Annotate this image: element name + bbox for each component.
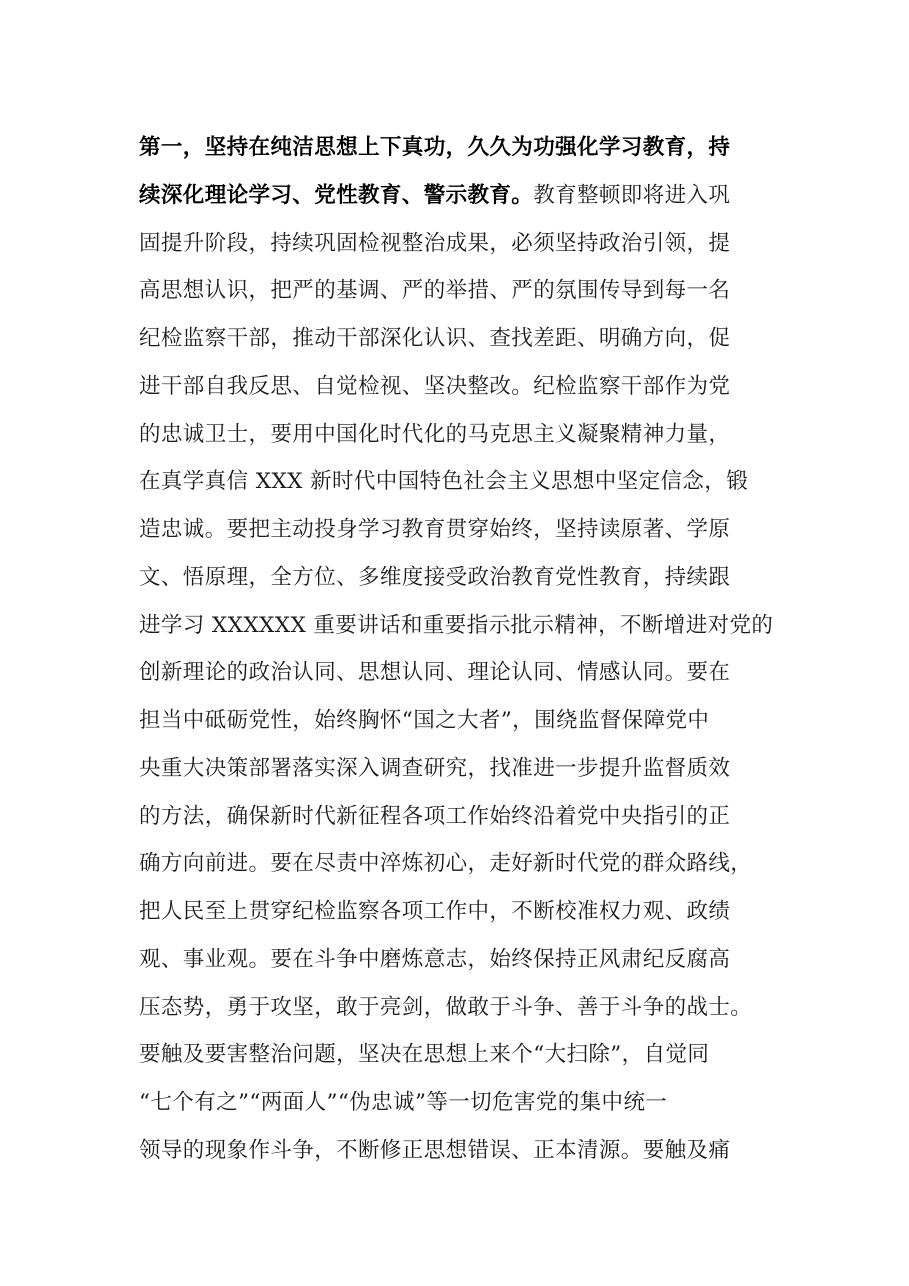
paragraph-line: 的方法，确保新时代新征程各项工作始终沿着党中央指引的正 [139,803,731,829]
paragraph-line: 要触及要害整治问题，坚决在思想上来个“大扫除”，自觉同 [139,1042,710,1068]
paragraph-line: 观、事业观。要在斗争中磨炼意志，始终保持正风肃纪反腐高 [139,946,731,972]
paragraph-line: 文、悟原理，全方位、多维度接受政治教育党性教育，持续跟 [139,564,731,590]
paragraph-line: 固提升阶段，持续巩固检视整治成果，必须坚持政治引领，提 [139,230,731,256]
paragraph-line: 把人民至上贯穿纪检监察各项工作中，不断校准权力观、政绩 [139,899,731,924]
document-body [139,124,779,1175]
paragraph-line: 压态势，勇于攻坚，敢于亮剑，做敢于斗争、善于斗争的战士。 [139,994,753,1020]
heading-line-2-bold: 续深化理论学习、党性教育、警示教育。 [139,182,534,208]
paragraph-line: 纪检监察干部，推动干部深化认识、查找差距、明确方向，促 [139,326,731,351]
paragraph-line: 创新理论的政治认同、思想认同、理论认同、情感认同。要在 [139,660,731,686]
paragraph-line: 进干部自我反思、自觉检视、坚决整改。纪检监察干部作为党 [139,373,731,399]
paragraph-line: 央重大决策部署落实深入调查研究，找准进一步提升监督质效 [139,755,731,781]
paragraph-line: 确方向前进。要在尽责中淬炼初心，走好新时代党的群众路线， [139,851,753,877]
paragraph-line: 在真学真信 XXX 新时代中国特色社会主义思想中坚定信念，锻 [139,469,749,495]
paragraph-line: 领导的现象作斗争，不断修正思想错误、正本清源。要触及痛 [139,1137,731,1163]
heading-line-2 [139,172,779,220]
paragraph-line: 的忠诚卫士，要用中国化时代化的马克思主义凝聚精神力量， [139,421,731,447]
paragraph-line: 进学习 XXXXXX 重要讲话和重要指示批示精神，不断增进对党的 [139,612,774,638]
heading-line-2-tail: 教育整顿即将进入巩 [533,182,731,208]
paragraph-line: “七个有之”“两面人”“伪忠诚”等一切危害党的集中统一 [139,1090,668,1115]
paragraph-line: 担当中砥砺党性，始终胸怀“国之大者”，围绕监督保障党中 [139,708,710,733]
paragraph-line: 高思想认识，把严的基调、严的举措、严的氛围传导到每一名 [139,278,731,304]
heading-line-1: 第一，坚持在纯洁思想上下真功，久久为功强化学习教育，持 [139,135,731,160]
paragraph-line: 造忠诚。要把主动投身学习教育贯穿始终，坚持读原著、学原 [139,517,731,542]
